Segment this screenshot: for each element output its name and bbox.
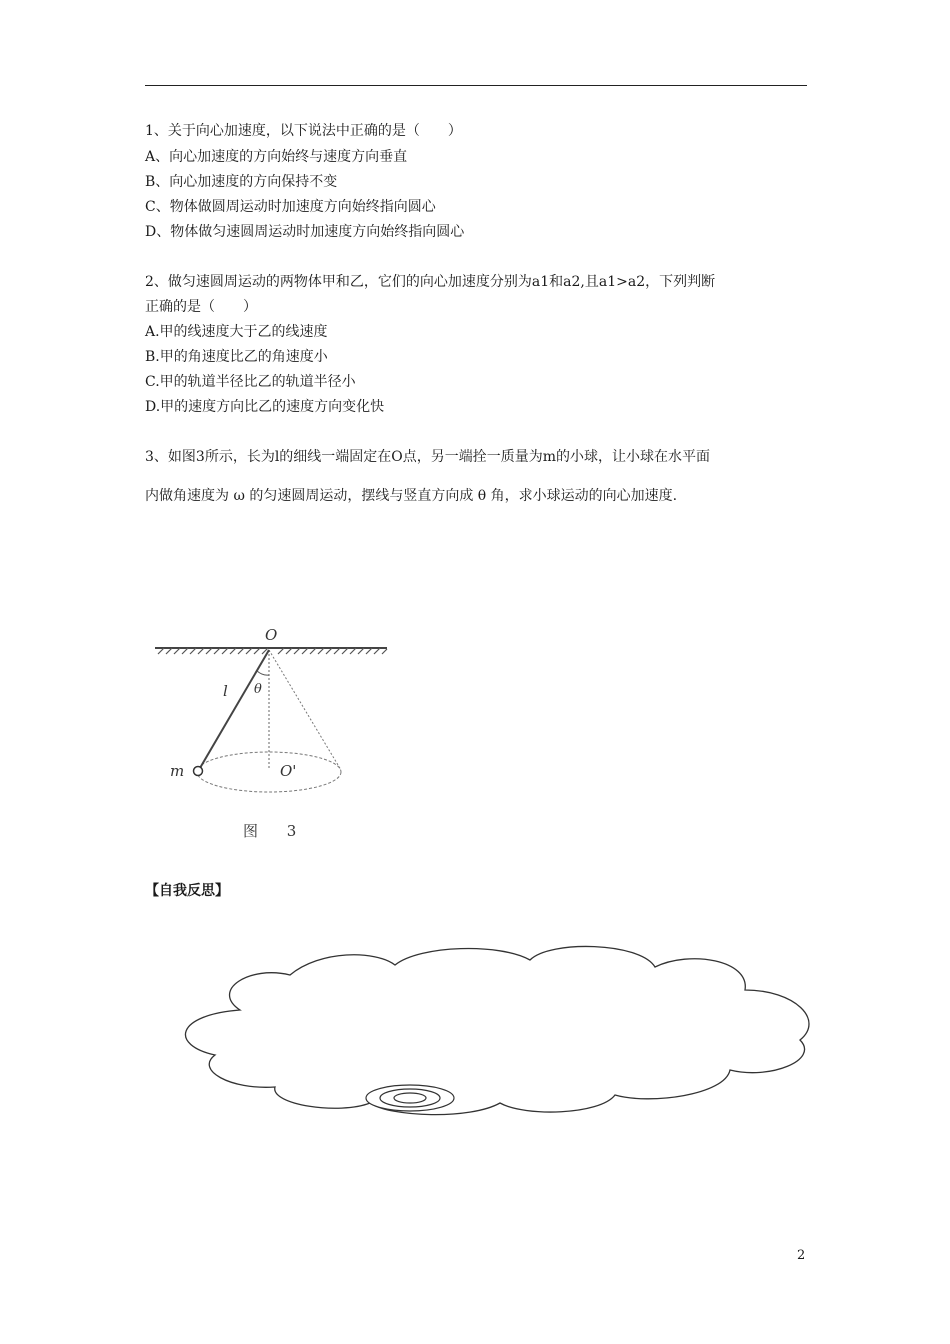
- cloud-outline: [185, 946, 809, 1114]
- reflection-heading: 【自我反思】: [145, 883, 229, 899]
- label-l: l: [223, 682, 228, 700]
- q1-option-b: B、向心加速度的方向保持不变: [145, 174, 338, 190]
- label-m: m: [170, 762, 185, 780]
- theta-arc: [257, 671, 269, 675]
- q2-option-c: C.甲的轨道半径比乙的轨道半径小: [145, 374, 356, 390]
- q2-option-d: D.甲的速度方向比乙的速度方向变化快: [145, 399, 385, 415]
- q2-stem-line2: 正确的是（ ）: [145, 299, 257, 315]
- q1-option-d: D、物体做匀速圆周运动时加速度方向始终指向圆心: [145, 224, 465, 240]
- label-theta: θ: [254, 682, 262, 697]
- q3-line2: 内做角速度为 ω 的匀速圆周运动，摆线与竖直方向成 θ 角，求小球运动的向心加速度.: [145, 488, 678, 504]
- q1-option-c: C、物体做圆周运动时加速度方向始终指向圆心: [145, 199, 436, 215]
- q1-stem: 1、关于向心加速度，以下说法中正确的是（ ）: [145, 123, 462, 139]
- thought-cloud: [170, 945, 820, 1120]
- page-number: 2: [797, 1248, 806, 1263]
- label-o-prime: O': [280, 762, 297, 780]
- figure-caption: 图 3: [243, 822, 309, 840]
- label-o: O: [265, 626, 278, 644]
- q1-option-a: A、向心加速度的方向始终与速度方向垂直: [145, 149, 408, 165]
- q2-option-a: A.甲的线速度大于乙的线速度: [145, 324, 328, 340]
- cloud-tail-inner: [394, 1093, 426, 1103]
- q2-option-b: B.甲的角速度比乙的角速度小: [145, 349, 328, 365]
- q2-stem-line1: 2、做匀速圆周运动的两物体甲和乙，它们的向心加速度分别为a1和a2,且a1>a2，下列判断: [145, 274, 716, 290]
- q3-line1: 3、如图3所示，长为l的细线一端固定在O点，另一端拴一质量为m的小球，让小球在水平面: [145, 449, 711, 465]
- header-rule: [145, 85, 807, 86]
- pendulum-ball: [194, 767, 203, 776]
- pendulum-string: [200, 650, 269, 768]
- conical-pendulum-figure: [150, 620, 400, 810]
